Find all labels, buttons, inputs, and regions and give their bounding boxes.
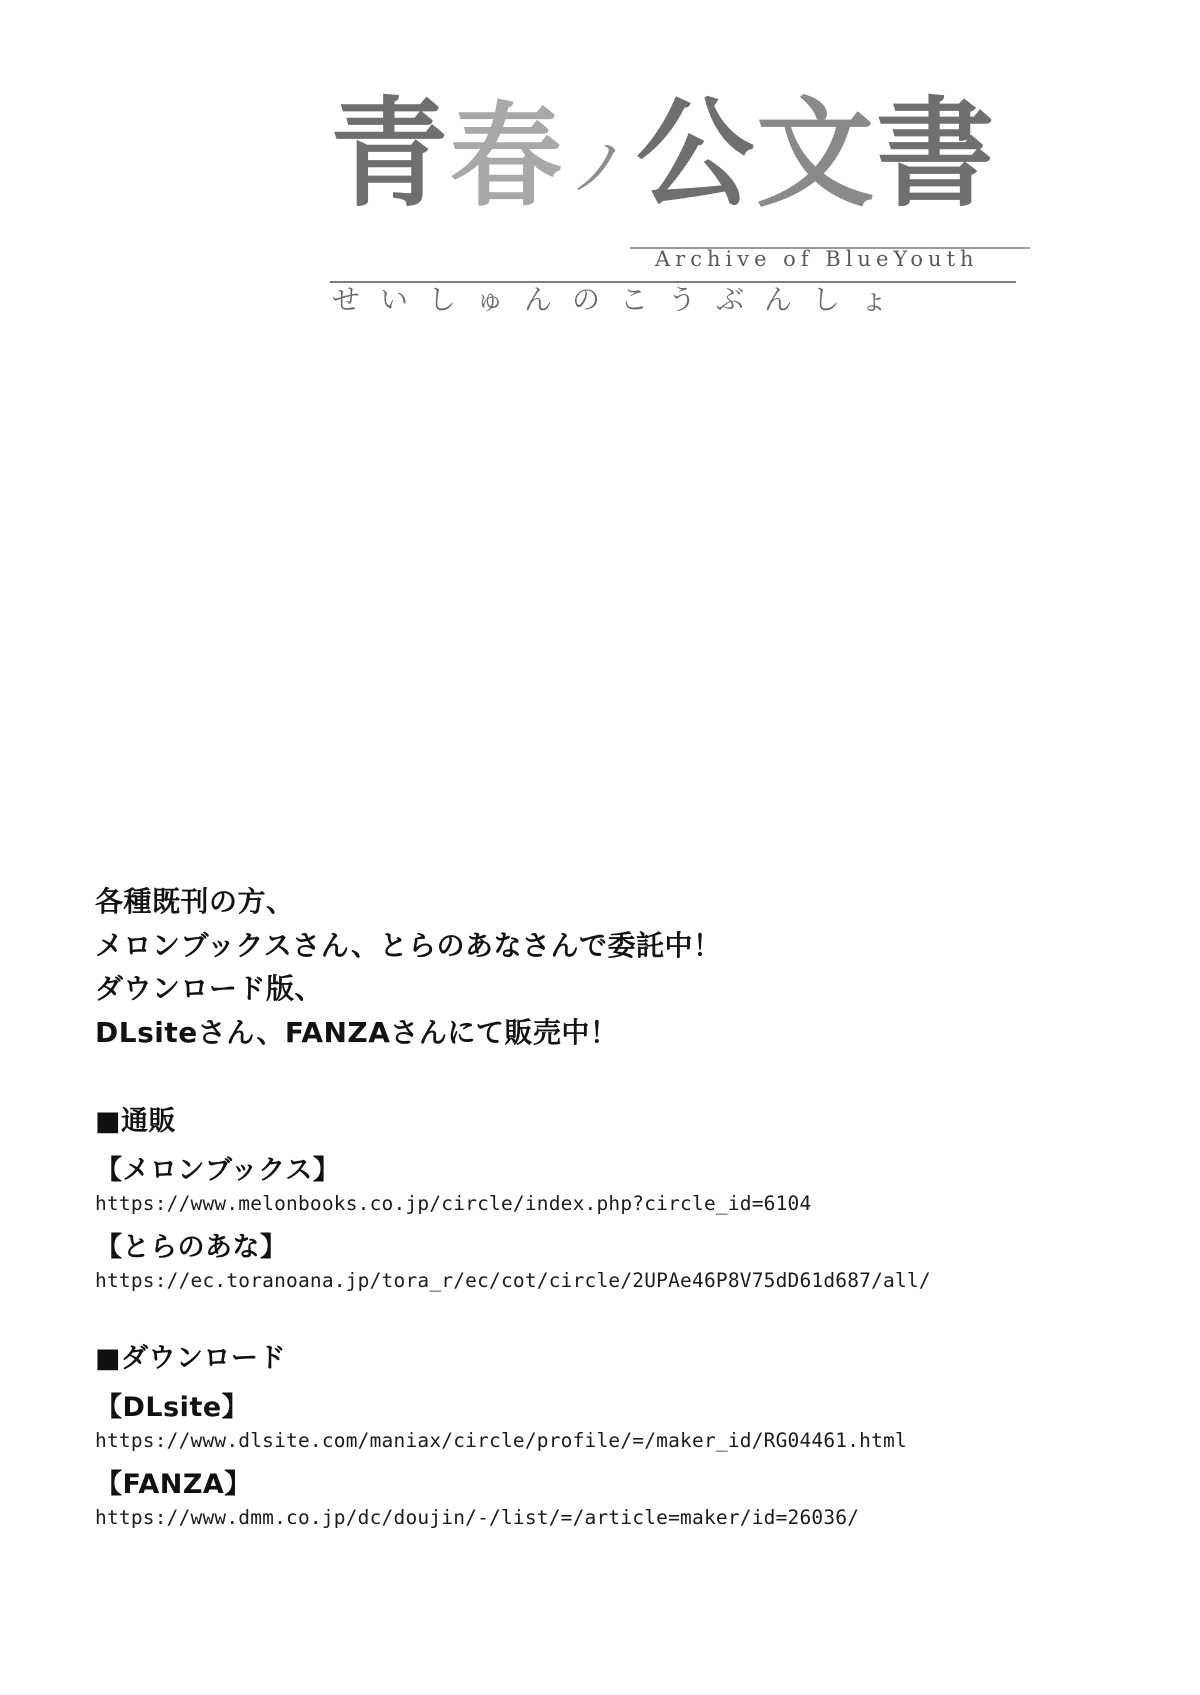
notice-line-3: ダウンロード版、 [95, 972, 324, 1006]
shop-name-melonbooks: 【メロンブックス】 [95, 1154, 341, 1186]
shop-name-dlsite: 【DLsite】 [95, 1391, 250, 1423]
notice-paragraph [95, 880, 1105, 1055]
logo-subtitle-furigana: せいしゅんのこうぶんしょ [332, 283, 909, 316]
logo-subtitle-english: Archive of BlueYouth [655, 247, 979, 271]
logo-underline [330, 281, 1016, 283]
shop-url-dlsite[interactable]: https://www.dlsite.com/maniax/circle/profile/=/maker_id/RG04461.html [95, 1428, 907, 1452]
section-download [95, 1336, 1105, 1529]
shop-name-toranoana: 【とらのあな】 [95, 1231, 288, 1263]
logo-main-title [330, 85, 1030, 223]
shop-url-melonbooks[interactable]: https://www.melonbooks.co.jp/circle/index.php?circle_id=6104 [95, 1191, 812, 1215]
section-heading-download: ■ダウンロード [95, 1342, 287, 1374]
logo-char-3: 公 [636, 85, 757, 223]
shop-url-toranoana[interactable]: https://ec.toranoana.jp/tora_r/ec/cot/circle/2UPAe46P8V75dD61d687/all/ [95, 1268, 931, 1292]
notice-line-2: メロンブックスさん、とらのあなさんで委託中！ [95, 928, 722, 962]
shop-url-fanza[interactable]: https://www.dmm.co.jp/dc/doujin/-/list/=/article=maker/id=26036/ [95, 1505, 860, 1529]
title-logo [330, 85, 1030, 316]
shop-information [95, 880, 1105, 1529]
section-mailorder [95, 1099, 1105, 1292]
logo-char-1: 青 [330, 85, 451, 223]
section-heading-mailorder: ■通販 [95, 1105, 177, 1137]
notice-line-4: DLsiteさん、FANZAさんにて販売中！ [95, 1016, 619, 1050]
logo-char-2: 春 [450, 92, 565, 222]
notice-line-1: 各種既刊の方、 [95, 885, 295, 918]
logo-char-4: 文 [756, 85, 877, 223]
logo-char-5: 書 [876, 85, 997, 223]
shop-name-fanza: 【FANZA】 [95, 1468, 252, 1500]
logo-char-particle: ノ [568, 131, 633, 204]
